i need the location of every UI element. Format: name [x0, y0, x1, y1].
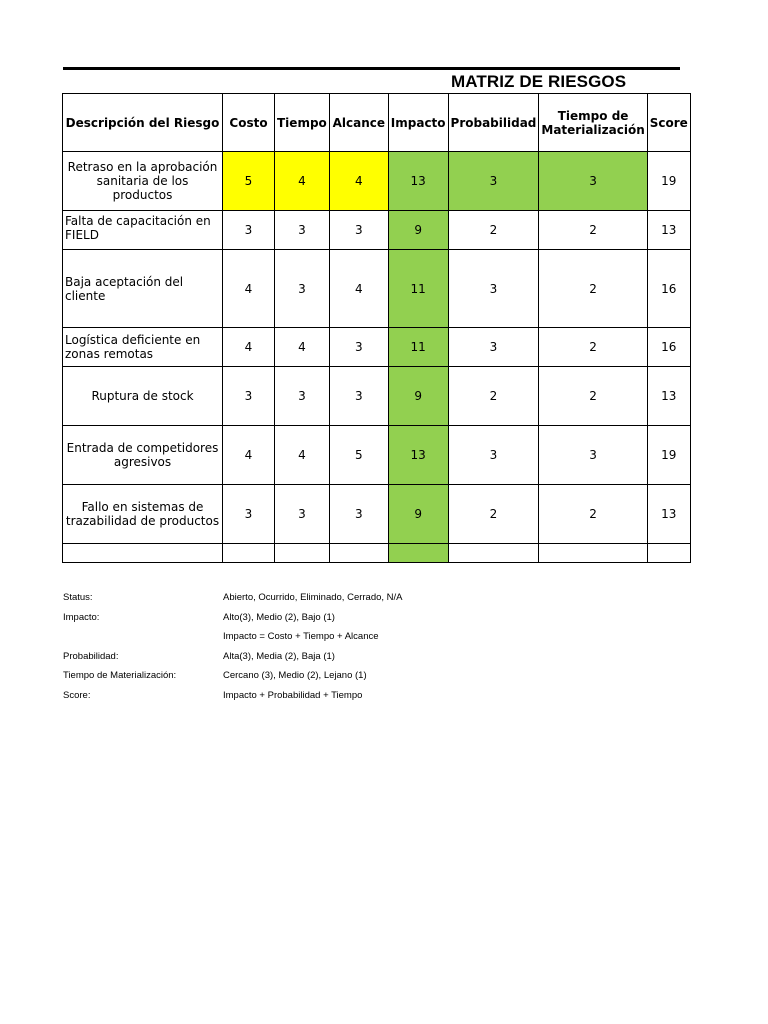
risk-description: Baja aceptación del cliente	[63, 250, 223, 328]
cell-materializacion: 2	[539, 485, 647, 544]
risk-matrix-table	[62, 93, 691, 563]
header-probabilidad: Probabilidad	[448, 94, 539, 152]
legend-label: Tiempo de Materialización:	[63, 670, 177, 681]
page-title: MATRIZ DE RIESGOS	[451, 72, 627, 91]
cell-probabilidad: 3	[448, 152, 539, 211]
cell-alcance: 3	[329, 485, 388, 544]
table-row-empty	[63, 544, 691, 563]
empty-cell	[539, 544, 647, 563]
header-descripcion: Descripción del Riesgo	[63, 94, 223, 152]
header-impacto: Impacto	[388, 94, 448, 152]
cell-probabilidad: 3	[448, 250, 539, 328]
empty-cell	[647, 544, 690, 563]
legend-label: Probabilidad:	[63, 650, 119, 662]
cell-probabilidad: 2	[448, 211, 539, 250]
cell-costo: 3	[223, 485, 275, 544]
cell-alcance: 4	[329, 152, 388, 211]
cell-probabilidad: 2	[448, 367, 539, 426]
legend-value: Alta(3), Media (2), Baja (1)	[223, 650, 335, 662]
cell-alcance: 3	[329, 211, 388, 250]
cell-tiempo: 4	[275, 328, 330, 367]
cell-materializacion: 2	[539, 250, 647, 328]
table-row	[63, 328, 691, 367]
risk-description: Falta de capacitación en FIELD	[63, 211, 223, 250]
cell-materializacion: 2	[539, 367, 647, 426]
cell-score: 19	[647, 152, 690, 211]
cell-costo: 3	[223, 367, 275, 426]
empty-cell	[388, 544, 448, 563]
cell-costo: 5	[223, 152, 275, 211]
cell-impacto: 9	[388, 367, 448, 426]
legend-label: Status:	[63, 592, 93, 603]
legend-value: Cercano (3), Medio (2), Lejano (1)	[223, 670, 367, 681]
cell-score: 16	[647, 250, 690, 328]
table-row	[63, 426, 691, 485]
cell-probabilidad: 3	[448, 426, 539, 485]
empty-cell	[63, 544, 223, 563]
empty-cell	[223, 544, 275, 563]
cell-tiempo: 3	[275, 485, 330, 544]
header-score: Score	[647, 94, 690, 152]
legend-value: Alto(3), Medio (2), Bajo (1)	[223, 611, 335, 623]
header-row	[63, 94, 691, 152]
legend-label: Impacto:	[63, 611, 100, 623]
table-row	[63, 250, 691, 328]
cell-tiempo: 3	[275, 211, 330, 250]
cell-score: 13	[647, 367, 690, 426]
risk-description: Entrada de competidores agresivos	[63, 426, 223, 485]
cell-materializacion: 2	[539, 328, 647, 367]
cell-materializacion: 3	[539, 426, 647, 485]
cell-alcance: 4	[329, 250, 388, 328]
table-row	[63, 152, 691, 211]
legend-value: Impacto = Costo + Tiempo + Alcance	[223, 631, 379, 642]
risk-description: Logística deficiente en zonas remotas	[63, 328, 223, 367]
legend-value: Impacto + Probabilidad + Tiempo	[223, 689, 363, 701]
cell-materializacion: 2	[539, 211, 647, 250]
cell-probabilidad: 3	[448, 328, 539, 367]
cell-alcance: 3	[329, 328, 388, 367]
risk-description: Ruptura de stock	[63, 367, 223, 426]
header-alcance: Alcance	[329, 94, 388, 152]
cell-impacto: 11	[388, 250, 448, 328]
empty-cell	[448, 544, 539, 563]
cell-alcance: 5	[329, 426, 388, 485]
cell-alcance: 3	[329, 367, 388, 426]
cell-impacto: 13	[388, 152, 448, 211]
cell-costo: 4	[223, 328, 275, 367]
empty-cell	[329, 544, 388, 563]
cell-score: 13	[647, 211, 690, 250]
cell-costo: 3	[223, 211, 275, 250]
risk-description: Fallo en sistemas de trazabilidad de productos	[63, 485, 223, 544]
cell-score: 19	[647, 426, 690, 485]
header-tiempo-materializacion: Tiempo de Materialización	[539, 94, 647, 152]
cell-score: 16	[647, 328, 690, 367]
cell-tiempo: 4	[275, 152, 330, 211]
cell-impacto: 9	[388, 485, 448, 544]
top-rule	[63, 67, 680, 70]
cell-costo: 4	[223, 250, 275, 328]
cell-impacto: 11	[388, 328, 448, 367]
cell-impacto: 9	[388, 211, 448, 250]
header-costo: Costo	[223, 94, 275, 152]
cell-tiempo: 4	[275, 426, 330, 485]
table-row	[63, 485, 691, 544]
legend-label: Score:	[63, 689, 91, 701]
cell-impacto: 13	[388, 426, 448, 485]
legend-value: Abierto, Ocurrido, Eliminado, Cerrado, N/A	[223, 592, 403, 603]
table-row	[63, 211, 691, 250]
risk-description: Retraso en la aprobación sanitaria de los productos	[63, 152, 223, 211]
cell-probabilidad: 2	[448, 485, 539, 544]
table-row	[63, 367, 691, 426]
cell-costo: 4	[223, 426, 275, 485]
header-tiempo: Tiempo	[275, 94, 330, 152]
cell-materializacion: 3	[539, 152, 647, 211]
cell-tiempo: 3	[275, 367, 330, 426]
cell-tiempo: 3	[275, 250, 330, 328]
cell-score: 13	[647, 485, 690, 544]
empty-cell	[275, 544, 330, 563]
